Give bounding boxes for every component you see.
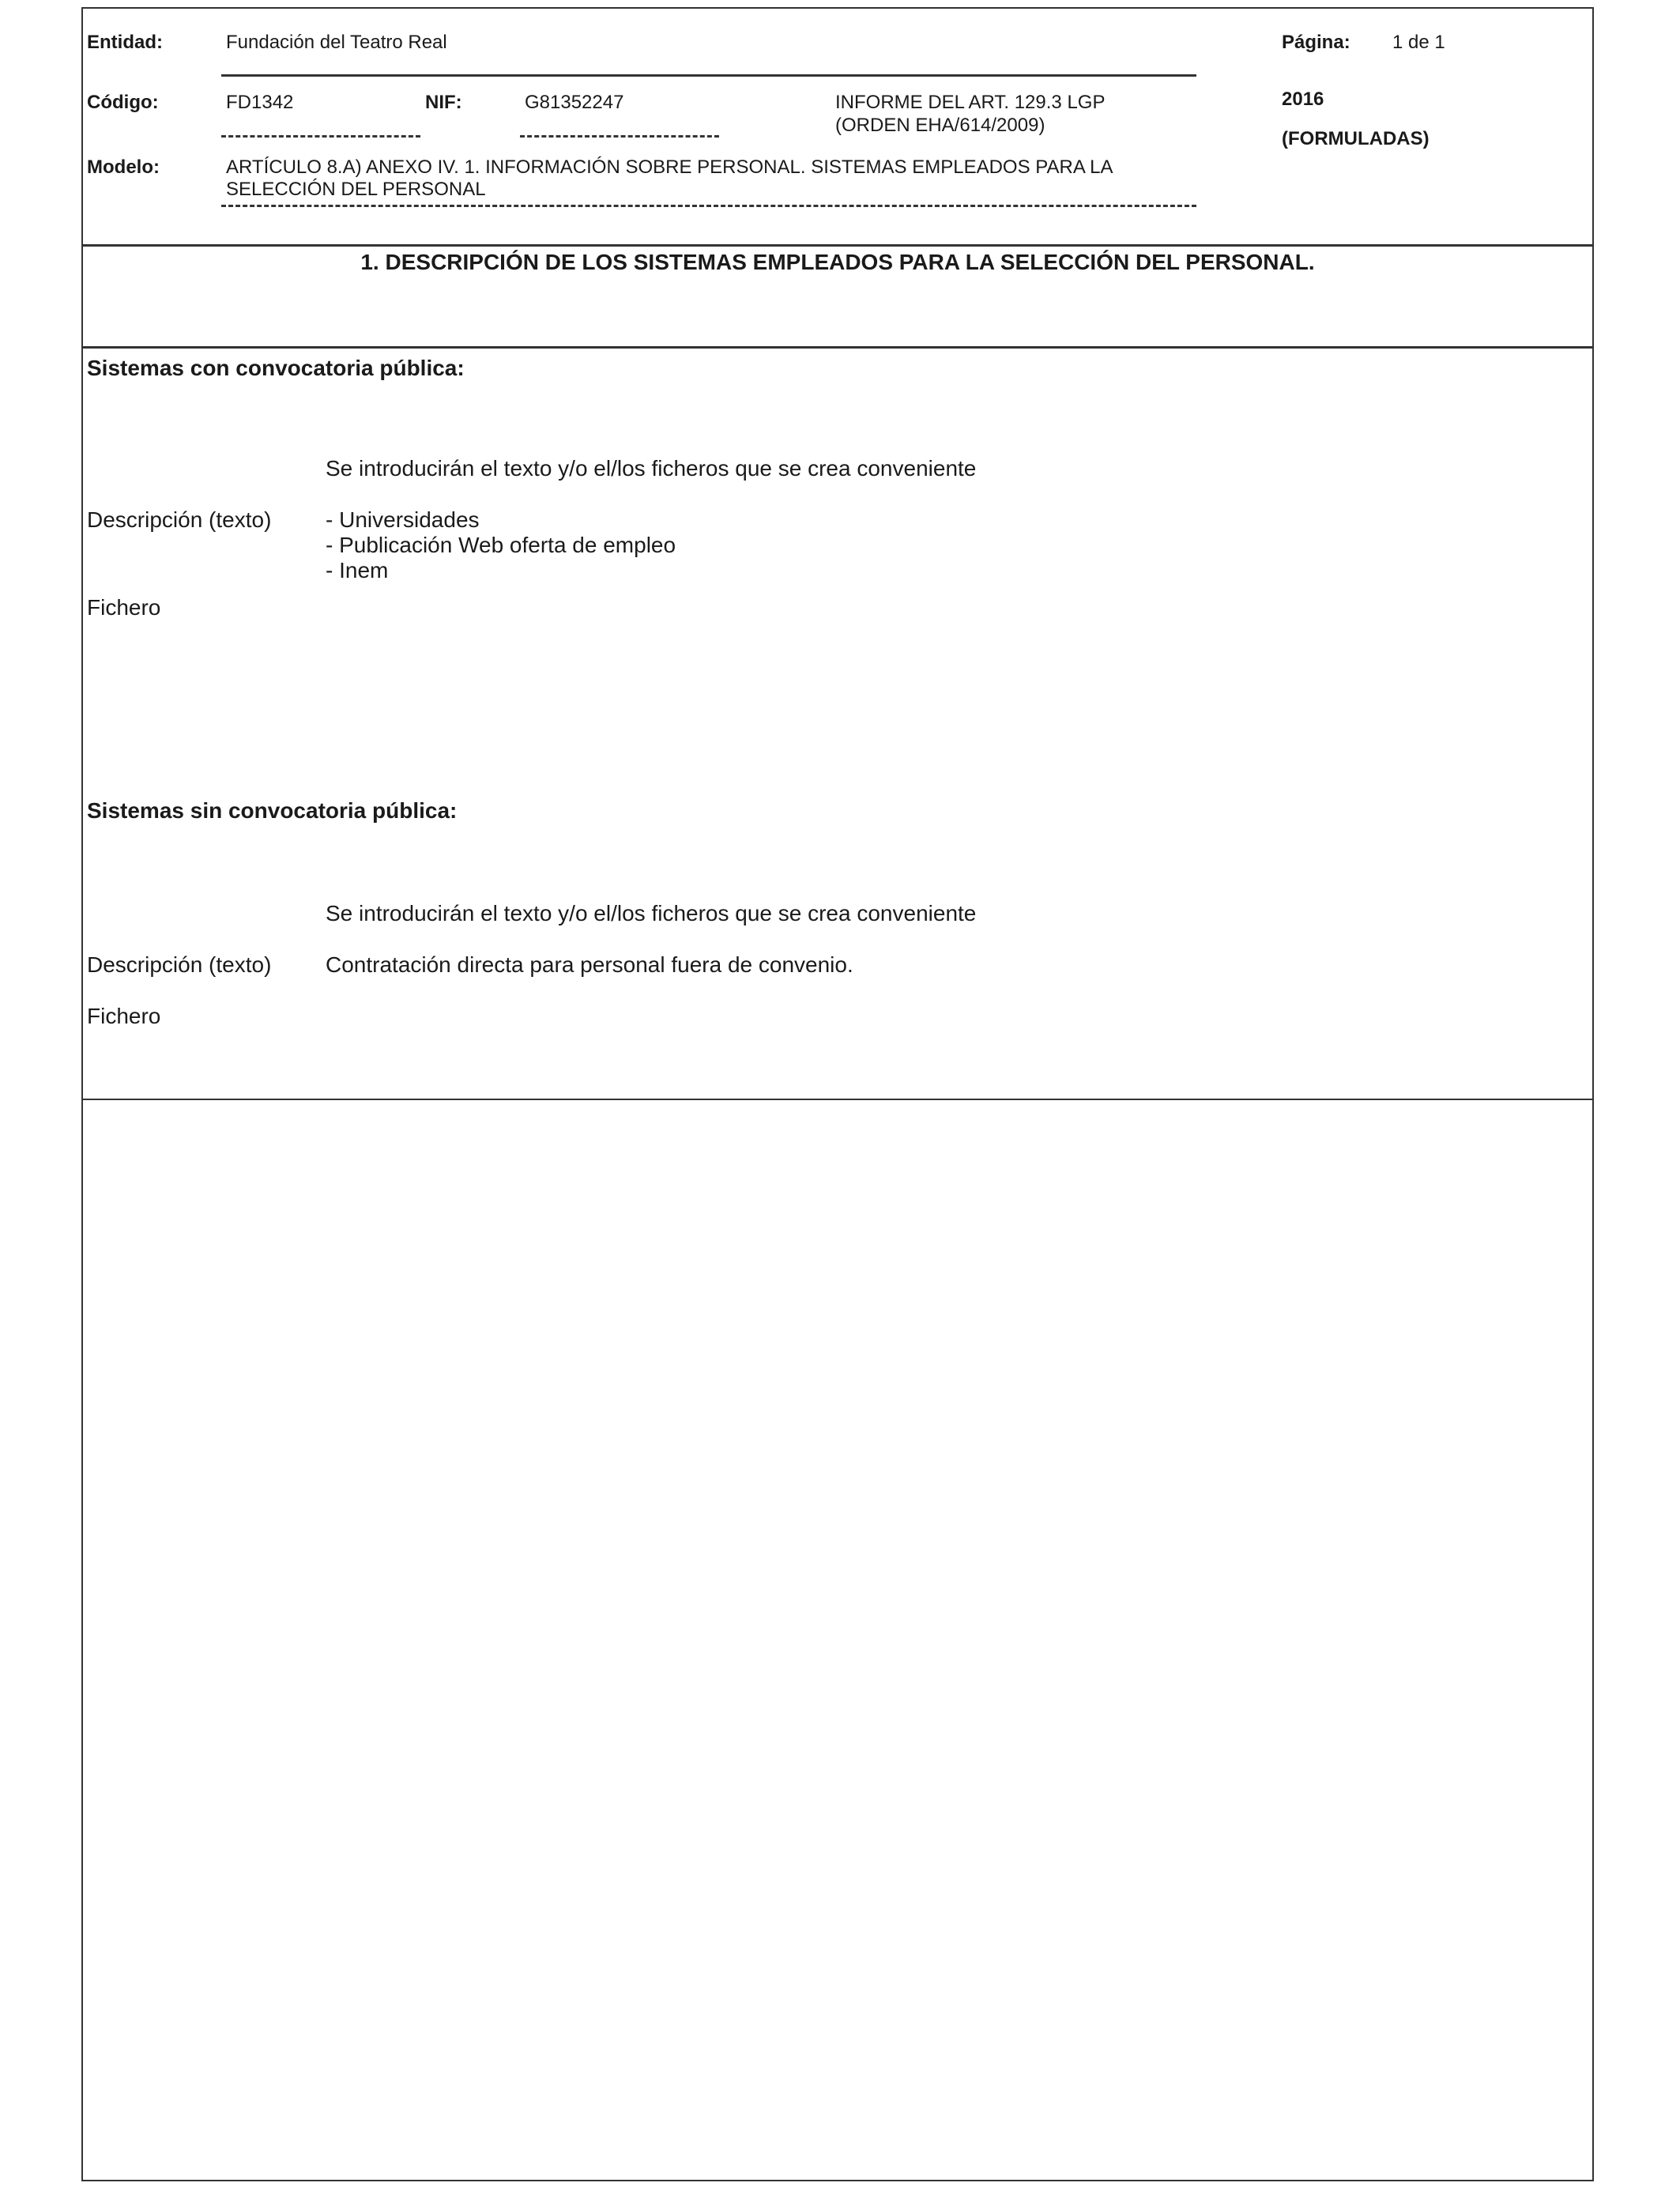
pagina-label: Página: [1282,32,1350,53]
modelo-label: Modelo: [87,156,160,178]
section-hint: Se introducirán el texto y/o el/los ficheros que se crea conveniente [326,901,977,925]
nif-underline [520,135,719,138]
codigo-label: Código: [87,92,159,113]
form-frame [81,7,1594,2181]
descripcion-line: - Publicación Web oferta de empleo [326,533,676,557]
content-end-divider [82,1099,1593,1100]
nif-value: G81352247 [525,92,624,113]
nif-label: NIF: [425,92,462,113]
page-title: 1. DESCRIPCIÓN DE LOS SISTEMAS EMPLEADOS PARA LA SELECCIÓN DEL PERSONAL. [360,250,1315,274]
codigo-underline [221,135,420,138]
section-hint: Se introducirán el texto y/o el/los ficheros que se crea conveniente [326,456,977,481]
formuladas-label: (FORMULADAS) [1282,128,1430,149]
header-divider [82,244,1593,247]
title-divider [82,346,1593,349]
descripcion-line: Contratación directa para personal fuera de convenio. [326,952,853,977]
entidad-underline [221,74,1196,77]
modelo-line1: ARTÍCULO 8.A) ANEXO IV. 1. INFORMACIÓN SOBRE PERSONAL. SISTEMAS EMPLEADOS PARA LA [226,156,1113,178]
section-heading-sin-convocatoria: Sistemas sin convocatoria pública: [87,798,458,823]
section-heading-con-convocatoria: Sistemas con convocatoria pública: [87,356,465,380]
descripcion-line: - Universidades [326,507,480,532]
descripcion-label: Descripción (texto) [87,507,272,532]
pagina-value: 1 de 1 [1392,32,1445,53]
informe-line2: (ORDEN EHA/614/2009) [835,115,1045,136]
informe-line1: INFORME DEL ART. 129.3 LGP [835,92,1106,113]
fichero-label: Fichero [87,1004,161,1028]
codigo-value: FD1342 [226,92,294,113]
entidad-label: Entidad: [87,32,163,53]
fichero-label: Fichero [87,595,161,620]
modelo-line2: SELECCIÓN DEL PERSONAL [226,179,486,200]
year-value: 2016 [1282,89,1324,110]
descripcion-label: Descripción (texto) [87,952,272,977]
entidad-value: Fundación del Teatro Real [226,32,447,53]
modelo-underline [221,205,1196,207]
descripcion-line: - Inem [326,558,389,582]
